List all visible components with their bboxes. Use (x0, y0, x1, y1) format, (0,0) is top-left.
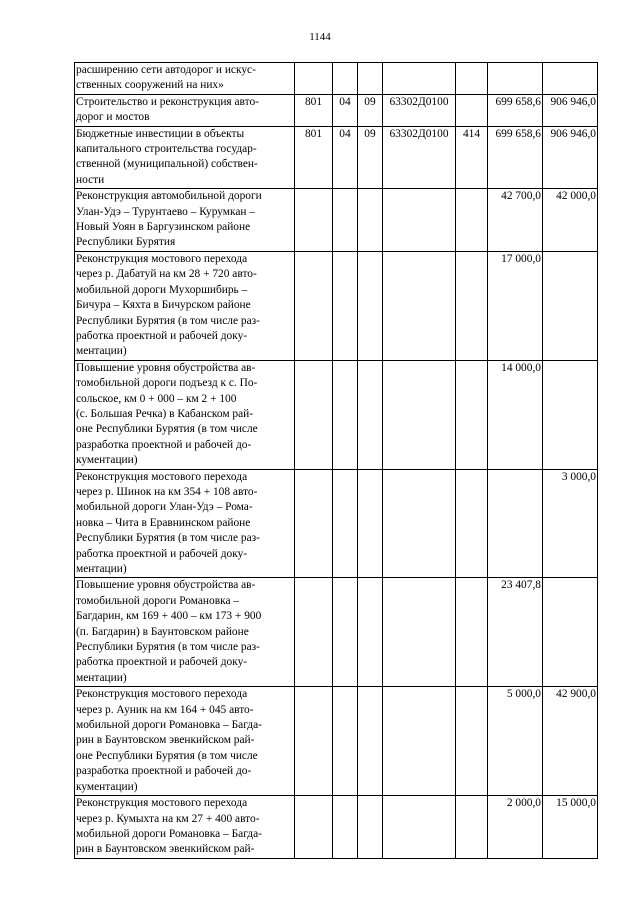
name-line: работка проектной и рабочей доку- (76, 329, 248, 342)
name-line: капитального строительства государ- (76, 143, 257, 156)
cell-target-article (383, 189, 456, 252)
cell-section: 04 (333, 94, 358, 126)
cell-expense-type (456, 796, 488, 859)
cell-name (75, 796, 295, 859)
name-line: оне Республики Бурятия (в том числе (76, 749, 258, 762)
cell-grbs (295, 796, 333, 859)
table-row (75, 687, 598, 796)
cell-amount-year-2: 906 946,0 (543, 94, 598, 126)
cell-amount-year-1: 5 000,0 (488, 687, 543, 796)
name-line: кументации) (76, 780, 138, 793)
cell-grbs (295, 469, 333, 578)
cell-amount-year-1: 23 407,8 (488, 578, 543, 687)
cell-section (333, 578, 358, 687)
name-line: Повышение уровня обустройства ав- (76, 579, 256, 592)
cell-amount-year-2: 42 000,0 (543, 189, 598, 252)
cell-grbs (295, 189, 333, 252)
cell-section (333, 796, 358, 859)
cell-amount-year-1: 42 700,0 (488, 189, 543, 252)
name-line: Реконструкция мостового перехода (76, 470, 248, 483)
name-line: ственных сооружений на них» (76, 79, 224, 92)
cell-name (75, 578, 295, 687)
name-line: расширению сети автодорог и искус- (76, 64, 256, 76)
cell-expense-type (456, 687, 488, 796)
cell-expense-type (456, 360, 488, 469)
cell-name (75, 251, 295, 360)
cell-expense-type: 414 (456, 126, 488, 189)
cell-section (333, 251, 358, 360)
cell-expense-type (456, 189, 488, 252)
cell-amount-year-1 (488, 63, 543, 95)
cell-amount-year-1 (488, 469, 543, 578)
cell-amount-year-2: 15 000,0 (543, 796, 598, 859)
cell-expense-type (456, 63, 488, 95)
table-row (75, 578, 598, 687)
cell-section (333, 469, 358, 578)
cell-amount-year-1: 2 000,0 (488, 796, 543, 859)
cell-section: 04 (333, 126, 358, 189)
name-line: Улан-Удэ – Турунтаево – Курумкан – (76, 205, 256, 218)
name-line: ности (76, 173, 105, 186)
name-line: ментации) (76, 345, 127, 358)
cell-amount-year-1: 17 000,0 (488, 251, 543, 360)
cell-target-article: 63302Д0100 (383, 126, 456, 189)
cell-amount-year-1: 14 000,0 (488, 360, 543, 469)
name-line: дорог и мостов (76, 111, 150, 124)
cell-name (75, 189, 295, 252)
table-row (75, 126, 598, 189)
cell-name (75, 469, 295, 578)
cell-target-article (383, 687, 456, 796)
name-line: мобильной дороги Романовка – Багда- (76, 827, 262, 840)
name-line: Реконструкция мостового перехода (76, 797, 248, 810)
name-line: оне Республики Бурятия (в том числе (76, 423, 258, 436)
cell-target-article (383, 360, 456, 469)
cell-expense-type (456, 469, 488, 578)
name-line: работка проектной и рабочей доку- (76, 656, 248, 669)
cell-expense-type (456, 94, 488, 126)
table-row (75, 360, 598, 469)
cell-amount-year-2 (543, 578, 598, 687)
name-line: новка – Чита в Еравнинском районе (76, 516, 251, 529)
cell-subsection (358, 796, 383, 859)
name-line: через р. Ауник на км 164 + 045 авто- (76, 703, 254, 716)
cell-subsection (358, 189, 383, 252)
table-row (75, 94, 598, 126)
name-line: разработка проектной и рабочей до- (76, 765, 252, 778)
cell-target-article: 63302Д0100 (383, 94, 456, 126)
cell-grbs (295, 578, 333, 687)
cell-subsection (358, 578, 383, 687)
name-line: томобильной дороги подъезд к с. По- (76, 377, 258, 390)
name-line: Новый Уоян в Баргузинском районе (76, 221, 251, 234)
name-line: (п. Багдарин) в Баунтовском районе (76, 625, 249, 638)
name-line: ственной (муниципальной) собствен- (76, 158, 258, 171)
name-line: мобильной дороги Мухоршибирь – (76, 283, 248, 296)
cell-subsection: 09 (358, 126, 383, 189)
cell-target-article (383, 63, 456, 95)
cell-target-article (383, 469, 456, 578)
budget-table (74, 62, 598, 859)
name-line: через р. Кумыхта на км 27 + 400 авто- (76, 812, 260, 825)
cell-amount-year-2 (543, 63, 598, 95)
cell-target-article (383, 578, 456, 687)
cell-subsection (358, 469, 383, 578)
name-line: Бюджетные инвестиции в объекты (76, 127, 245, 140)
cell-grbs: 801 (295, 126, 333, 189)
name-line: через р. Шинок на км 354 + 108 авто- (76, 485, 258, 498)
table-row (75, 63, 598, 95)
name-line: (с. Большая Речка) в Кабанском рай- (76, 407, 254, 420)
name-line: Реконструкция мостового перехода (76, 688, 248, 701)
name-line: Реконструкция мостового перехода (76, 252, 248, 265)
cell-amount-year-2: 42 900,0 (543, 687, 598, 796)
name-line: Республики Бурятия (в том числе раз- (76, 532, 260, 545)
cell-amount-year-1: 699 658,6 (488, 94, 543, 126)
name-line: сольское, км 0 + 000 – км 2 + 100 (76, 392, 237, 405)
cell-name (75, 126, 295, 189)
cell-amount-year-2 (543, 360, 598, 469)
name-line: рин в Баунтовском эвенкийском рай- (76, 734, 255, 747)
cell-name (75, 63, 295, 95)
cell-subsection (358, 687, 383, 796)
cell-section (333, 687, 358, 796)
table-row (75, 469, 598, 578)
name-line: рин в Баунтовском эвенкийском рай- (76, 843, 255, 856)
name-line: Республики Бурятия (76, 236, 176, 249)
cell-section (333, 360, 358, 469)
name-line: ментации) (76, 563, 127, 575)
name-line: Республики Бурятия (в том числе раз- (76, 641, 260, 654)
name-line: ментации) (76, 671, 127, 684)
table-row (75, 251, 598, 360)
cell-grbs (295, 251, 333, 360)
cell-subsection (358, 360, 383, 469)
cell-name (75, 360, 295, 469)
name-line: Повышение уровня обустройства ав- (76, 361, 256, 374)
name-line: Республики Бурятия (в том числе раз- (76, 314, 260, 327)
cell-grbs (295, 63, 333, 95)
cell-amount-year-2: 3 000,0 (543, 469, 598, 578)
cell-expense-type (456, 578, 488, 687)
cell-section (333, 189, 358, 252)
cell-name (75, 687, 295, 796)
name-line: Реконструкция автомобильной дороги (76, 190, 262, 203)
cell-amount-year-2 (543, 251, 598, 360)
name-line: работка проектной и рабочей доку- (76, 547, 248, 560)
page-number: 1144 (309, 31, 331, 43)
cell-name (75, 94, 295, 126)
table-row (75, 796, 598, 859)
name-line: через р. Дабатуй на км 28 + 720 авто- (76, 268, 257, 281)
name-line: разработка проектной и рабочей до- (76, 438, 252, 451)
cell-target-article (383, 796, 456, 859)
name-line: мобильной дороги Улан-Удэ – Рома- (76, 501, 253, 514)
cell-grbs (295, 360, 333, 469)
cell-subsection (358, 251, 383, 360)
name-line: Багдарин, км 169 + 400 – км 173 + 900 (76, 610, 262, 623)
name-line: кументации) (76, 454, 138, 467)
cell-subsection (358, 63, 383, 95)
cell-amount-year-2: 906 946,0 (543, 126, 598, 189)
cell-grbs (295, 687, 333, 796)
cell-grbs: 801 (295, 94, 333, 126)
cell-amount-year-1: 699 658,6 (488, 126, 543, 189)
name-line: Бичура – Кяхта в Бичурском районе (76, 299, 251, 312)
table-body (75, 63, 598, 859)
cell-section (333, 63, 358, 95)
cell-expense-type (456, 251, 488, 360)
cell-target-article (383, 251, 456, 360)
name-line: мобильной дороги Романовка – Багда- (76, 719, 262, 732)
cell-subsection: 09 (358, 94, 383, 126)
name-line: томобильной дороги Романовка – (76, 594, 240, 607)
name-line: Строительство и реконструкция авто- (76, 95, 259, 108)
table-row (75, 189, 598, 252)
